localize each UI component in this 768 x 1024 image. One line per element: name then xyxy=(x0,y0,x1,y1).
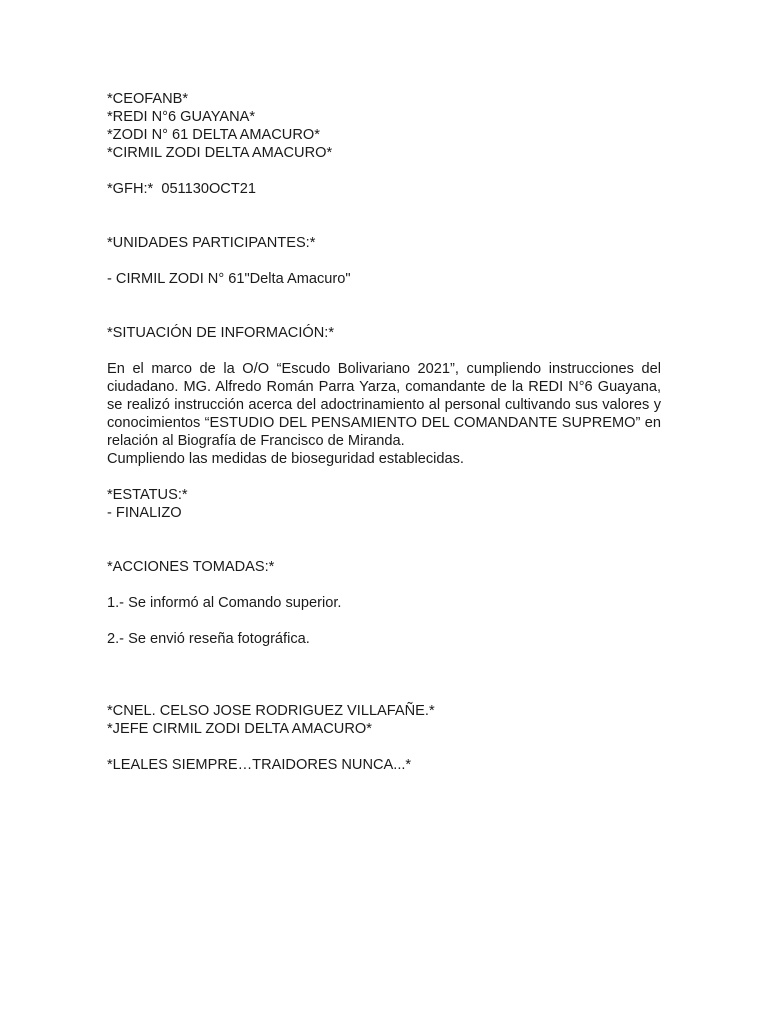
signature-role: *JEFE CIRMIL ZODI DELTA AMACURO* xyxy=(107,721,372,737)
spacer xyxy=(107,252,661,270)
spacer xyxy=(107,576,661,594)
header-line-cirmil: *CIRMIL ZODI DELTA AMACURO* xyxy=(107,145,333,161)
signature-motto: *LEALES SIEMPRE…TRAIDORES NUNCA...* xyxy=(107,757,412,773)
units-item: - CIRMIL ZODI N° 61"Delta Amacuro" xyxy=(107,271,351,287)
document-page xyxy=(107,90,661,774)
spacer xyxy=(107,468,661,486)
units-heading: *UNIDADES PARTICIPANTES:* xyxy=(107,235,316,251)
actions-heading: *ACCIONES TOMADAS:* xyxy=(107,559,275,575)
header-line-redi: *REDI N°6 GUAYANA* xyxy=(107,109,256,125)
spacer xyxy=(107,162,661,180)
spacer xyxy=(107,198,661,234)
spacer xyxy=(107,738,661,756)
spacer xyxy=(107,612,661,630)
header-line-zodi: *ZODI N° 61 DELTA AMACURO* xyxy=(107,127,320,143)
signature-name: *CNEL. CELSO JOSE RODRIGUEZ VILLAFAÑE.* xyxy=(107,703,435,719)
status-value: - FINALIZO xyxy=(107,505,182,521)
situation-body-last-line: Cumpliendo las medidas de bioseguridad establecidas. xyxy=(107,451,464,467)
spacer xyxy=(107,522,661,558)
action-item-2: 2.- Se envió reseña fotográfica. xyxy=(107,631,310,647)
situation-heading: *SITUACIÓN DE INFORMACIÓN:* xyxy=(107,325,335,341)
action-item-1: 1.- Se informó al Comando superior. xyxy=(107,595,342,611)
spacer xyxy=(107,648,661,702)
situation-body: En el marco de la O/O “Escudo Bolivariano 2021”, cumpliendo instrucciones del ciudadano. MG. Alfredo Román Parra Yarza, comandante de la REDI N°6 Guayana, se realizó instrucción acerca del adoctrinamiento al personal cultivando sus valores y conocimientos “ESTUDIO DEL PENSAMIENTO DEL COMANDANTE SUPREMO” en relación al Biografía de Francisco de Miranda. xyxy=(107,361,661,449)
status-heading: *ESTATUS:* xyxy=(107,487,188,503)
gfh-line: *GFH:* 051130OCT21 xyxy=(107,181,256,197)
spacer xyxy=(107,342,661,360)
header-line-ceofanb: *CEOFANB* xyxy=(107,91,189,107)
spacer xyxy=(107,288,661,324)
